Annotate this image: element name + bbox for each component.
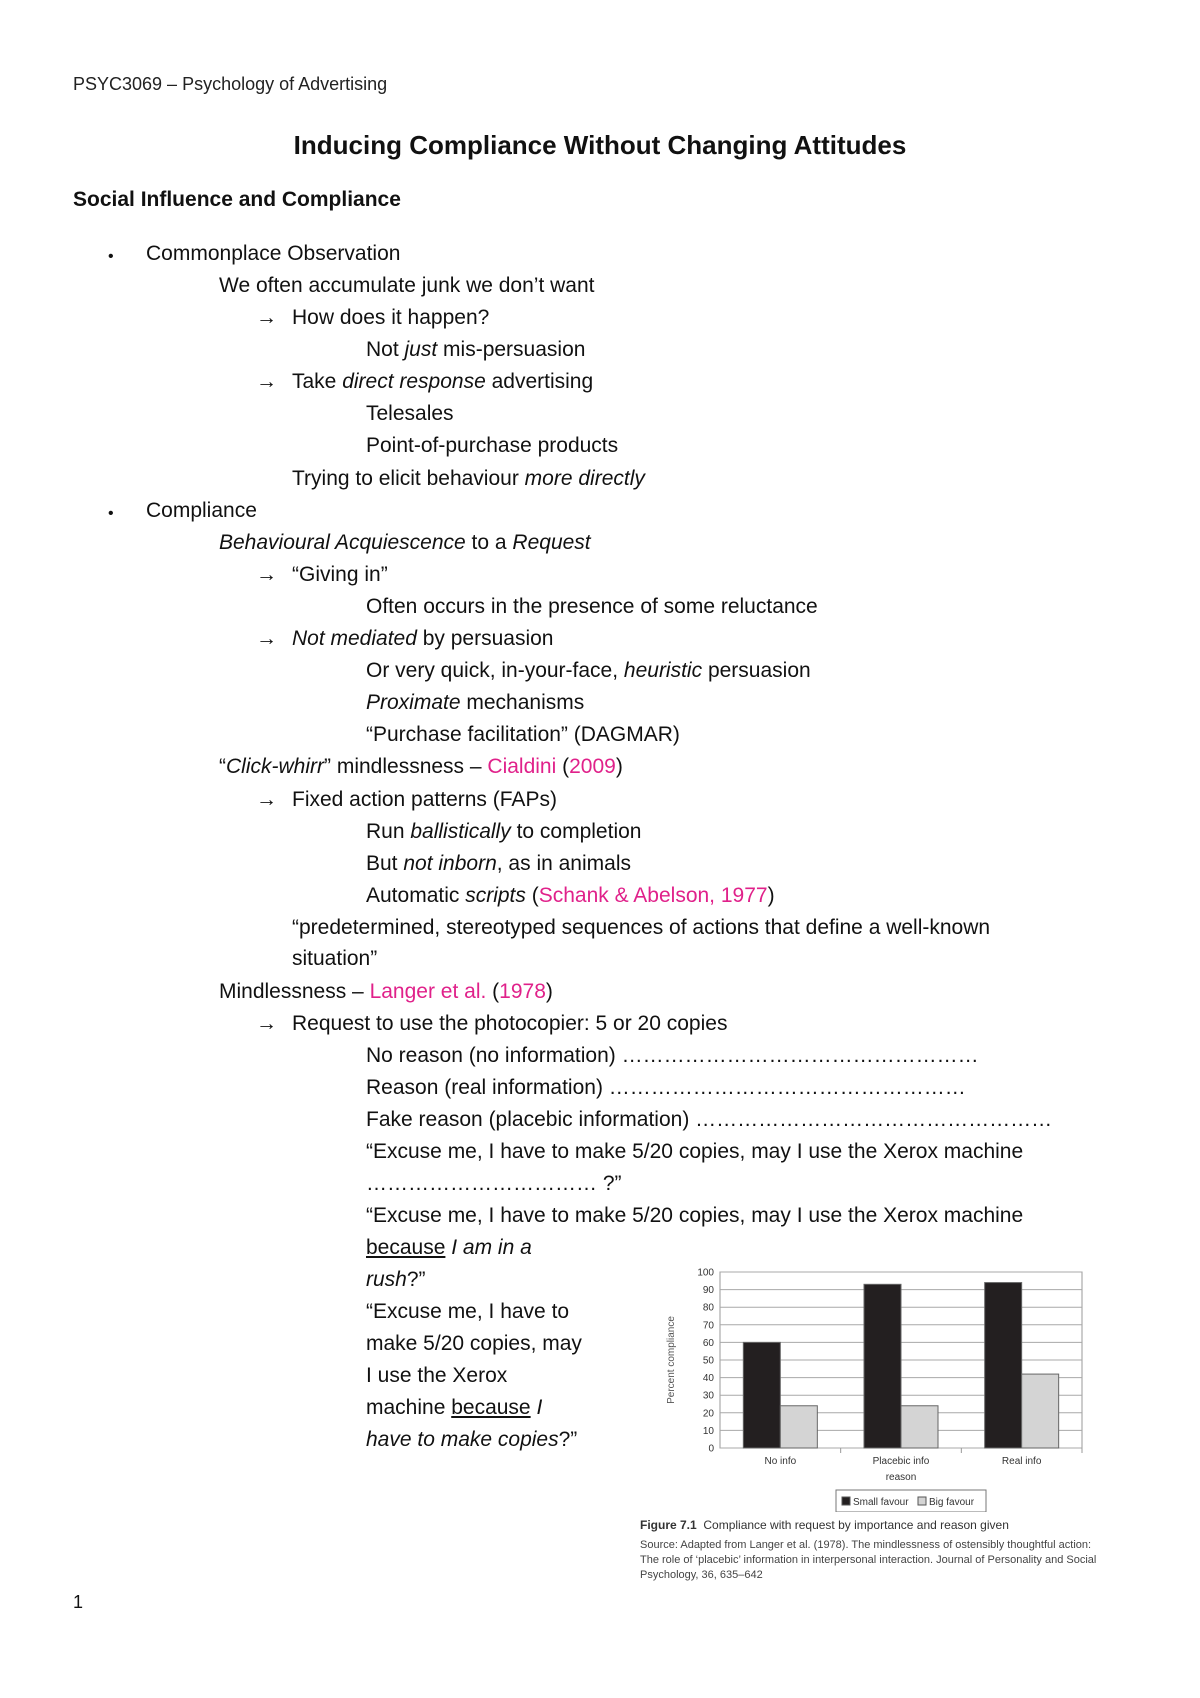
text-line: machine because I xyxy=(366,1396,543,1419)
y-tick-label: 60 xyxy=(702,1337,714,1349)
y-tick-label: 10 xyxy=(702,1425,714,1437)
text-line: “Excuse me, I have to xyxy=(366,1300,570,1323)
text-line: Often occurs in the presence of some reluctance xyxy=(366,595,818,618)
citation-year-link[interactable]: 1978 xyxy=(499,980,546,1003)
course-header: PSYC3069 – Psychology of Advertising xyxy=(73,74,388,94)
citation-link[interactable]: Schank & Abelson, 1977 xyxy=(538,884,768,907)
figure-source: Source: Adapted from Langer et al. (1978). The mindlessness of ostensibly thoughtful action: The role of ‘placebic’ information in interpersonal interaction. Journal of Personality and Social Psychology, 36, 635–642 xyxy=(640,1539,1097,1581)
bullet-compliance: Compliance xyxy=(146,499,257,522)
text-line: Automatic scripts (Schank & Abelson, 1977) xyxy=(366,884,775,907)
bar-big-favour xyxy=(901,1406,938,1448)
legend-swatch xyxy=(918,1497,926,1505)
text-line: Fixed action patterns (FAPs) xyxy=(292,788,557,811)
y-tick-label: 100 xyxy=(697,1267,714,1279)
bar-small-favour xyxy=(743,1342,780,1448)
text-line: Behavioural Acquiescence to a Request xyxy=(219,531,591,554)
bar-small-favour xyxy=(985,1283,1022,1448)
x-tick-label: No info xyxy=(764,1456,797,1467)
y-axis-label: Percent compliance xyxy=(666,1316,677,1404)
bar-big-favour xyxy=(1022,1374,1059,1448)
arrow-icon: → xyxy=(256,563,277,586)
citation-link[interactable]: Langer et al. xyxy=(369,980,487,1003)
x-tick-label: Real info xyxy=(1001,1456,1042,1467)
text-line: I use the Xerox xyxy=(366,1364,508,1387)
x-tick-label: Placebic info xyxy=(872,1456,930,1467)
arrow-icon: → xyxy=(256,627,277,650)
y-tick-label: 50 xyxy=(702,1355,714,1367)
text-line: have to make copies?” xyxy=(366,1428,578,1451)
text-line: Telesales xyxy=(366,402,454,425)
legend-swatch xyxy=(842,1497,850,1505)
legend-label: Small favour xyxy=(853,1497,909,1508)
text-line: Take direct response advertising xyxy=(292,370,594,393)
text-line: …………………………… ?” xyxy=(366,1172,622,1195)
citation-year-link[interactable]: 2009 xyxy=(569,755,616,778)
text-line: Not just mis-persuasion xyxy=(366,338,586,361)
text-line: “Purchase facilitation” (DAGMAR) xyxy=(366,723,680,746)
text-line: How does it happen? xyxy=(292,306,490,329)
compliance-bar-chart xyxy=(660,1262,1100,1512)
arrow-icon: → xyxy=(256,306,277,329)
y-tick-label: 80 xyxy=(702,1302,714,1314)
text-line: “Excuse me, I have to make 5/20 copies, may I use the Xerox machine xyxy=(366,1204,1024,1227)
citation-link[interactable]: Cialdini xyxy=(487,755,557,778)
text-line: situation” xyxy=(292,947,378,970)
y-tick-label: 20 xyxy=(702,1408,714,1420)
x-axis-label: reason xyxy=(885,1472,917,1483)
text-line: rush?” xyxy=(366,1268,426,1291)
text-line: We often accumulate junk we don’t want xyxy=(219,274,595,297)
text-line: Or very quick, in-your-face, heuristic persuasion xyxy=(366,659,811,682)
text-line: Fake reason (placebic information) …………………………………………… xyxy=(366,1108,1053,1131)
text-line: Reason (real information) …………………………………………… xyxy=(366,1076,966,1099)
page-title: Inducing Compliance Without Changing Attitudes xyxy=(293,130,907,160)
y-tick-label: 40 xyxy=(702,1373,714,1385)
text-line: “Click-whirr” mindlessness – Cialdini (2009) xyxy=(219,755,623,778)
arrow-icon: → xyxy=(256,1012,277,1035)
y-tick-label: 90 xyxy=(702,1285,714,1297)
text-line: “Excuse me, I have to make 5/20 copies, may I use the Xerox machine xyxy=(366,1140,1024,1163)
y-tick-label: 70 xyxy=(702,1320,714,1332)
page-number: 1 xyxy=(73,1592,84,1612)
text-line: “predetermined, stereotyped sequences of actions that define a well-known xyxy=(292,916,991,939)
section-heading: Social Influence and Compliance xyxy=(73,188,401,211)
text-line: make 5/20 copies, may xyxy=(366,1332,582,1355)
bar-small-favour xyxy=(864,1284,901,1448)
arrow-icon: → xyxy=(256,370,277,393)
text-line: “Giving in” xyxy=(292,563,388,586)
text-line: No reason (no information) …………………………………………… xyxy=(366,1044,979,1067)
legend-label: Big favour xyxy=(929,1497,975,1508)
arrow-icon: → xyxy=(256,788,277,811)
text-line: Mindlessness – Langer et al. (1978) xyxy=(219,980,553,1003)
y-tick-label: 0 xyxy=(708,1443,714,1455)
bullet-icon: • xyxy=(108,505,114,522)
text-line: Request to use the photocopier: 5 or 20 copies xyxy=(292,1012,728,1035)
text-line: But not inborn, as in animals xyxy=(366,852,631,875)
figure-caption: Figure 7.1 Compliance with request by importance and reason given xyxy=(640,1518,1009,1532)
text-line: Proximate mechanisms xyxy=(366,691,585,714)
text-line: Run ballistically to completion xyxy=(366,820,642,843)
bar-big-favour xyxy=(780,1406,817,1448)
text-line: Point-of-purchase products xyxy=(366,434,619,457)
text-line: because I am in a xyxy=(366,1236,532,1259)
bullet-commonplace: Commonplace Observation xyxy=(146,242,401,265)
text-line: Not mediated by persuasion xyxy=(292,627,554,650)
text-line: Trying to elicit behaviour more directly xyxy=(292,467,645,490)
y-tick-label: 30 xyxy=(702,1390,714,1402)
bullet-icon: • xyxy=(108,248,114,265)
